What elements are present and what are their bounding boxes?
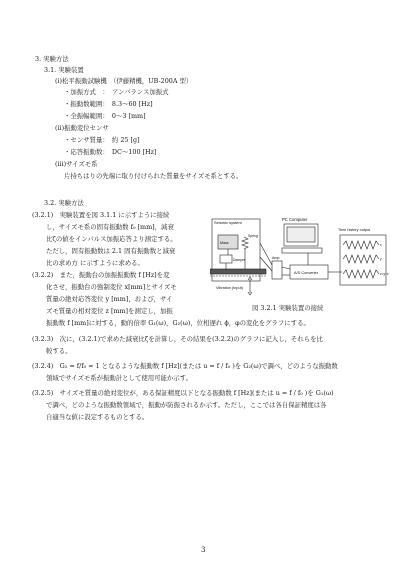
svg-text:x: x bbox=[380, 243, 382, 247]
vibration-input-label: Vibration (Input) bbox=[216, 286, 243, 290]
paragraph-line: ただし，固有振動数は 2.1 固有振動数と減衰 bbox=[46, 247, 176, 255]
paragraph-line: (3.2.3) 次に，(3.2.1)で求めた減衰比ζを計算し，その結果を(3.2.2)のグラフに記入し，それらを比 bbox=[32, 335, 323, 343]
pc-keyboard bbox=[282, 248, 322, 253]
pc-computer-label: PC Computer bbox=[282, 217, 308, 222]
paragraph-line: 自適当な値に設定するものとする。 bbox=[46, 413, 149, 421]
paragraph-line: (3.2.2) また，振動台の加振振動数 f [Hz]を変 bbox=[32, 271, 170, 279]
mass-label: Mass bbox=[220, 241, 229, 245]
paragraph-line: ズモ質量の相対変位 z [mm]を測定し，加振 bbox=[46, 307, 173, 315]
paragraph-line: 化させ，振動台の強制変位 x[mm]とサイズモ bbox=[46, 283, 177, 291]
svg-text:z=y−x: z=y−x bbox=[380, 272, 389, 276]
subsection-heading-3-1: 3.1. 実験装置 bbox=[44, 66, 84, 74]
equipment-i-item: ・振動数範囲： 8.3〜60 [Hz] bbox=[64, 100, 153, 108]
equipment-ii-item: ・センサ質量： 約 25 [g] bbox=[64, 136, 140, 144]
damper-label: Damper bbox=[233, 258, 246, 262]
paragraph-line: 比の求め方 に示すように求める。 bbox=[46, 259, 144, 267]
paragraph-line: 振動数 f [mm]に対する，動的倍率 G₁(ω)，G₂(ω)，位相遅れ ϕ，φの変化をグラフにする。 bbox=[46, 319, 310, 327]
subsection-heading-3-2: 3.2. 実験方法 bbox=[44, 199, 84, 207]
paragraph-line: (3.2.5) サイズモ質量の絶対変位が，ある保証精度以下となる振動数 f [Hz](または u = f / f₀ )を G₁(ω) bbox=[32, 389, 334, 397]
paragraph-line: 比ζの値をインパルス加振応答より測定する。 bbox=[46, 235, 177, 243]
amp-label: Amp. bbox=[272, 256, 281, 260]
waveform-x bbox=[343, 241, 379, 249]
waveform-y bbox=[343, 255, 379, 263]
equipment-ii-label: (ii)振動変位センサ bbox=[55, 124, 109, 132]
equipment-ii-item: ・応答振動数： DC〜100 [Hz] bbox=[64, 148, 157, 156]
waveform-z bbox=[343, 270, 379, 278]
paragraph-line: 質量の絶対応答変位 y [mm]，および，サイ bbox=[46, 295, 173, 303]
svg-text:y: y bbox=[380, 257, 382, 261]
spring-label: Spring bbox=[248, 234, 258, 238]
equipment-iii-label: (iii)サイズモ系 bbox=[55, 160, 98, 168]
paragraph-line: (3.2.1) 実験装置を図 3.1.1 に示すように接続 bbox=[32, 211, 170, 219]
damper-symbol bbox=[220, 255, 232, 263]
paragraph-line: し，サイズモ系の固有振動数 f₀ [mm]，減衰 bbox=[46, 223, 174, 231]
paragraph-line: 較する。 bbox=[46, 347, 72, 355]
paragraph-line: で調べ，どのような振動数領域で，振動が防振されるか示す。ただし，ここでは各自保証精度は各 bbox=[46, 401, 327, 409]
equipment-i-label: (i)松平振動試験機 （伊藤精機，UB-200A 型） bbox=[55, 77, 193, 85]
figure-caption: 図 3.2.1 実験装置の接続 bbox=[252, 304, 324, 312]
shaker-table bbox=[210, 269, 266, 274]
time-history-label: Time history output bbox=[338, 228, 371, 232]
experiment-setup-figure bbox=[210, 213, 390, 301]
equipment-i-item: ・全振幅範囲： 0〜3 [mm] bbox=[64, 112, 146, 120]
page-number: 3 bbox=[201, 546, 206, 554]
spring-symbol bbox=[242, 237, 248, 249]
section-heading: 3. 実験方法 bbox=[35, 55, 69, 63]
seismic-system-label: Seismic system bbox=[214, 220, 242, 225]
equipment-i-item: ・加振方式 ： アンバランス加振式 bbox=[64, 88, 169, 96]
paragraph-line: (3.2.4) G₂ = f/f₀ ≈ 1 となるような振動数 f [Hz](または u = f / f₀ )を G₂(ω)で調べ，どのような振動数 bbox=[32, 362, 338, 370]
ad-converter-label: A/D Converter bbox=[294, 271, 319, 275]
paragraph-line: 領域でサイズモ系が振動計として使用可能か示す。 bbox=[46, 374, 192, 382]
amp-box bbox=[272, 261, 282, 279]
equipment-iii-text: 片持ちはりの先端に取り付けられた質量をサイズモ系とする。 bbox=[64, 172, 243, 180]
